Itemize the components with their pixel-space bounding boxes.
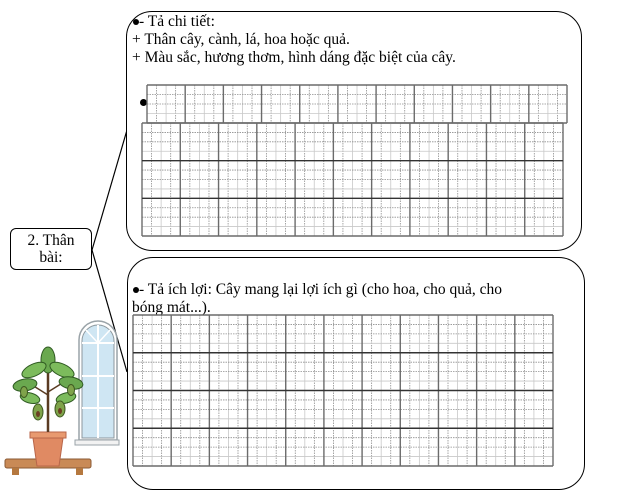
section-label-line1: 2. Thân (27, 232, 75, 249)
benefit-heading-cont: bóng mát...). (132, 299, 211, 316)
benefit-heading: - Tả ích lợi: Cây mang lại lợi ích gì (cho hoa, cho quả, cho (139, 281, 503, 298)
detail-heading: - Tả chi tiết: (139, 13, 215, 30)
detail-point-1: + Thân cây, cành, lá, hoa hoặc quả. (132, 31, 350, 48)
detail-point-2: + Màu sắc, hương thơm, hình dáng đặc biệt của cây. (132, 49, 456, 66)
avocado-tree-icon (12, 347, 84, 432)
section-label-line2: bài: (39, 249, 63, 266)
